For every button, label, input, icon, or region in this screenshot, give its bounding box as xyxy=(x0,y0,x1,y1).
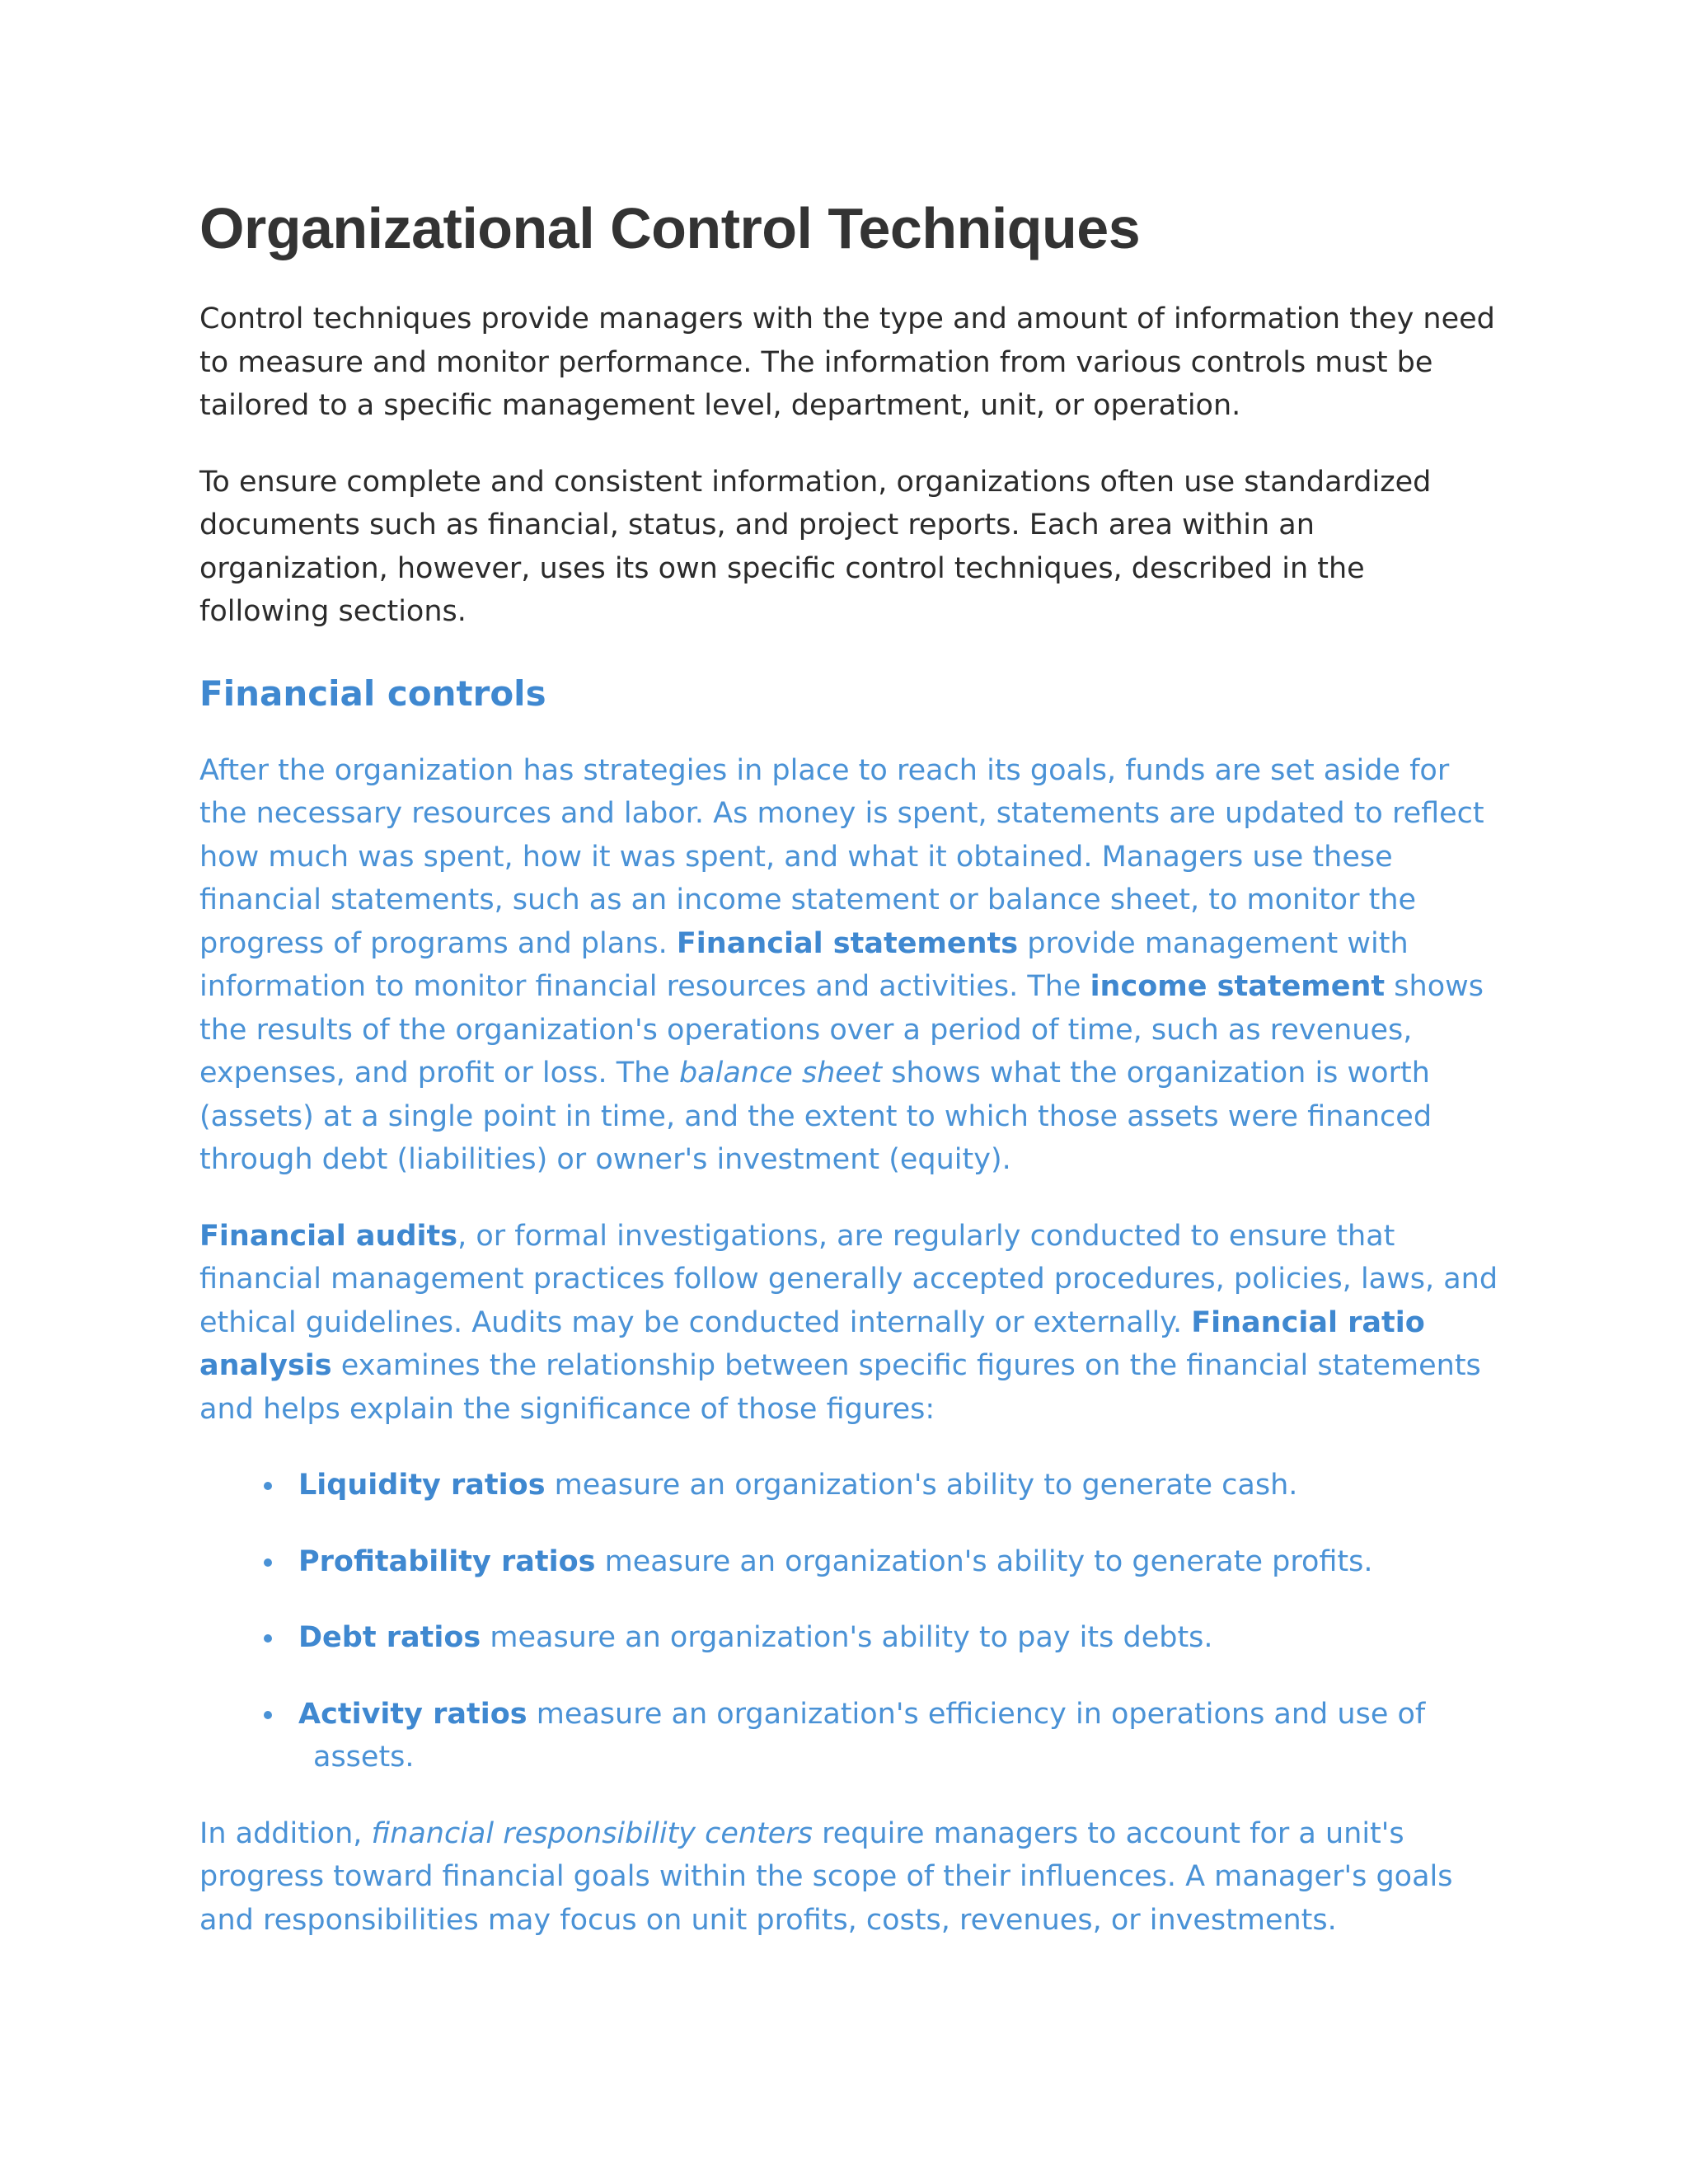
list-item-text-continued: assets. xyxy=(313,1741,415,1774)
list-item-text: measure an organization's efficiency in operations and use of xyxy=(527,1697,1426,1731)
bullet-icon xyxy=(264,1634,272,1643)
list-item-text: measure an organization's ability to pay its debts. xyxy=(481,1621,1213,1654)
intro-paragraph-1: Control techniques provide managers with the type and amount of information they need to measure and monitor performance. The information from various controls must be tailored to a specific management level, department, unit, or operation. xyxy=(199,302,1495,422)
list-item-term: Profitability ratios xyxy=(298,1544,596,1578)
bullet-icon xyxy=(264,1482,272,1490)
bold-term-financial-statements: Financial statements xyxy=(676,926,1019,960)
text-run: examines the relationship between specific figures on the financial statements and helps explain the significance of those figures: xyxy=(199,1349,1481,1426)
financial-controls-paragraph-1 xyxy=(199,749,1502,1182)
bullet-icon xyxy=(264,1558,272,1567)
list-item-activity-ratios xyxy=(199,1693,1502,1779)
text-run: provide management with information to monitor financial resources and activities. The xyxy=(199,926,1409,1003)
list-item-debt-ratios xyxy=(199,1616,1502,1660)
list-item-profitability-ratios xyxy=(199,1540,1502,1584)
list-item-liquidity-ratios xyxy=(199,1464,1502,1507)
bold-term-financial-audits: Financial audits xyxy=(199,1219,458,1253)
text-run: require managers to account for a unit's progress toward financial goals within the scope of their influences. A manager's goals and responsibilities may focus on unit profits, costs, revenues, or investments. xyxy=(199,1816,1453,1937)
text-run: , or formal investigations, are regularly conducted to ensure that financial management practices follow generally accepted procedures, policies, laws, and ethical guidelines. Audits may be conducted internally or externally. xyxy=(199,1219,1498,1339)
document-content xyxy=(199,194,1502,1942)
list-item-term: Activity ratios xyxy=(298,1697,528,1731)
list-item-term: Debt ratios xyxy=(298,1621,481,1654)
list-item-text: measure an organization's ability to generate cash. xyxy=(545,1469,1298,1502)
text-run: In addition, xyxy=(199,1816,372,1850)
list-item-term: Liquidity ratios xyxy=(298,1469,546,1502)
financial-controls-paragraph-2 xyxy=(199,1215,1502,1432)
text-run: shows the results of the organization's operations over a period of time, such as revenues, expenses, and profit or loss. The xyxy=(199,970,1484,1090)
bold-term-income-statement: income statement xyxy=(1090,970,1386,1003)
italic-term-financial-responsibility-centers: financial responsibility centers xyxy=(371,1816,813,1850)
bold-term-financial-ratio-analysis: Financial ratio analysis xyxy=(199,1305,1425,1382)
page-title: Organizational Control Techniques xyxy=(199,196,1141,260)
section-heading-financial-controls: Financial controls xyxy=(199,673,546,714)
list-item-text: measure an organization's ability to generate profits. xyxy=(595,1544,1373,1578)
ratio-list xyxy=(199,1464,1502,1779)
text-run: shows what the organization is worth (assets) at a single point in time, and the extent to which those assets were financed through debt (liabilities) or owner's investment (equity). xyxy=(199,1057,1432,1176)
italic-term-balance-sheet: balance sheet xyxy=(678,1057,883,1090)
intro-paragraph-2: To ensure complete and consistent information, organizations often use standardized documents such as financial, status, and project reports. Each area within an organization, however, uses its own specific control techniques, described in the following sections. xyxy=(199,465,1432,628)
financial-controls-paragraph-3 xyxy=(199,1812,1502,1943)
bullet-icon xyxy=(264,1711,272,1719)
text-run: After the organization has strategies in place to reach its goals, funds are set aside for the necessary resources and labor. As money is spent, statements are updated to reflect how much was spent, how it was spent, and what it obtained. Managers use these financial statements, such as an income statement or balance sheet, to monitor the progress of programs and plans. xyxy=(199,753,1484,960)
